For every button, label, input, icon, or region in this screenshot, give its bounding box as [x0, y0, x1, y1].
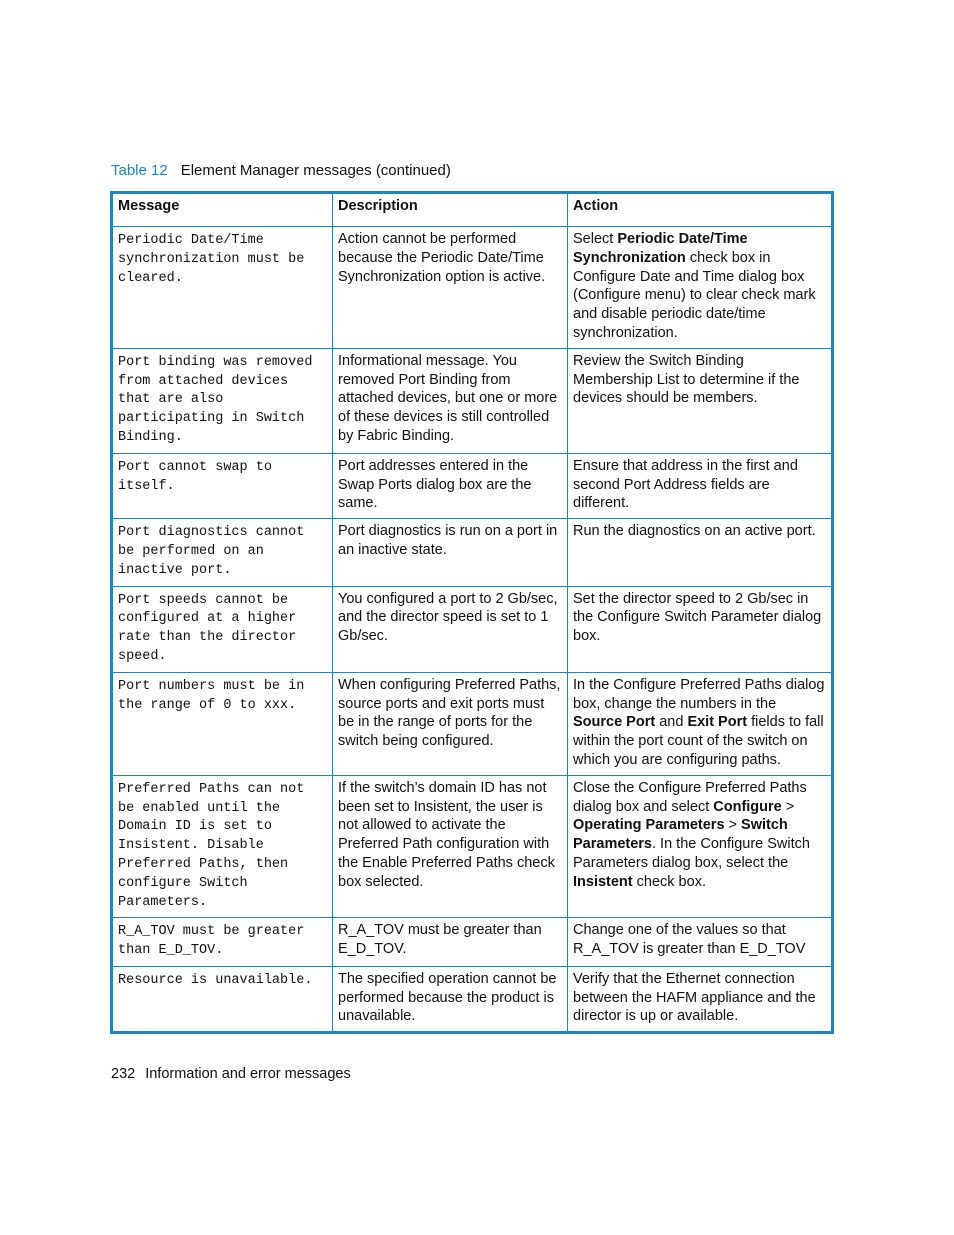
action-bold-text: Operating Parameters	[573, 817, 725, 834]
description-cell: Port addresses entered in the Swap Ports dialog box are the same.	[333, 453, 568, 518]
page-number: 232	[111, 1066, 136, 1082]
action-text: Select	[573, 231, 618, 247]
message-cell: Periodic Date/Time synchronization must be cleared.	[112, 227, 333, 349]
action-text: check box.	[632, 873, 706, 890]
action-text: Review the Switch Binding Membership List to determine if the devices should be members.	[573, 352, 800, 407]
table-row	[112, 348, 833, 453]
action-cell	[568, 918, 833, 967]
action-text: Change one of the values so that R_A_TOV is greater than E_D_TOV	[573, 922, 806, 958]
table-row	[112, 453, 833, 518]
table-title: Element Manager messages (continued)	[180, 162, 451, 179]
header-action: Action	[568, 193, 833, 227]
message-cell: R_A_TOV must be greater than E_D_TOV.	[112, 918, 333, 967]
action-text: >	[724, 817, 742, 834]
message-cell: Port numbers must be in the range of 0 to xxx.	[112, 672, 333, 775]
action-text: Set the director speed to 2 Gb/sec in the Configure Switch Parameter dialog box.	[573, 590, 822, 645]
action-cell	[568, 227, 833, 349]
description-cell: The specified operation cannot be performed because the product is unavailable.	[333, 966, 568, 1032]
action-bold-text: Source Port	[573, 714, 656, 731]
page-footer	[111, 1066, 351, 1082]
description-cell: Port diagnostics is run on a port in an inactive state.	[333, 519, 568, 586]
table-row	[112, 519, 833, 586]
table-row	[112, 672, 833, 775]
action-bold-text: Insistent	[573, 873, 633, 890]
action-bold-text: Exit Port	[687, 714, 748, 731]
description-cell: Action cannot be performed because the Periodic Date/Time Synchronization option is active.	[333, 227, 568, 349]
action-cell	[568, 586, 833, 672]
action-text: and	[655, 714, 688, 731]
action-cell	[568, 453, 833, 518]
message-cell: Port speeds cannot be configured at a higher rate than the director speed.	[112, 586, 333, 672]
action-cell	[568, 672, 833, 775]
description-cell: You configured a port to 2 Gb/sec, and the director speed is set to 1 Gb/sec.	[333, 586, 568, 672]
table-row	[112, 966, 833, 1032]
action-text: Close the Configure Preferred Paths dialog box and select	[573, 779, 807, 815]
action-cell	[568, 775, 833, 918]
action-cell	[568, 519, 833, 586]
action-text: Ensure that address in the first and second Port Address fields are different.	[573, 457, 798, 512]
action-text: fields to fall within the port count of the switch on which you are configuring paths.	[573, 714, 824, 768]
messages-table-container	[110, 191, 831, 1034]
header-message: Message	[112, 193, 333, 227]
footer-section: Information and error messages	[145, 1066, 351, 1082]
description-cell: If the switch’s domain ID has not been set to Insistent, the user is not allowed to activate the Preferred Path configuration with the Enable Preferred Paths check box selected.	[333, 775, 568, 918]
action-text: Verify that the Ethernet connection between the HAFM appliance and the director is up or available.	[573, 970, 816, 1025]
description-cell: Informational message. You removed Port Binding from attached devices, but one or more of these devices is still controlled by Fabric Binding.	[333, 348, 568, 453]
action-cell	[568, 348, 833, 453]
table-row	[112, 227, 833, 349]
action-bold-text: Switch Parameters	[573, 817, 788, 853]
table-row	[112, 586, 833, 672]
message-cell: Port diagnostics cannot be performed on an inactive port.	[112, 519, 333, 586]
messages-table	[110, 191, 834, 1034]
description-cell: When configuring Preferred Paths, source ports and exit ports must be in the range of ports for the switch being configured.	[333, 672, 568, 775]
action-bold-text: Configure	[713, 798, 782, 815]
table-caption	[111, 162, 451, 179]
message-cell: Resource is unavailable.	[112, 966, 333, 1032]
table-row	[112, 918, 833, 967]
action-cell	[568, 966, 833, 1032]
message-cell: Port binding was removed from attached devices that are also participating in Switch Binding.	[112, 348, 333, 453]
action-text: >	[781, 798, 795, 815]
action-text: Run the diagnostics on an active port.	[573, 523, 816, 540]
action-text: In the Configure Preferred Paths dialog box, change the numbers in the	[573, 676, 825, 712]
action-bold-text: Periodic Date/Time Synchronization	[573, 231, 748, 266]
table-header-row	[112, 193, 833, 227]
message-cell: Port cannot swap to itself.	[112, 453, 333, 518]
message-cell: Preferred Paths can not be enabled until the Domain ID is set to Insistent. Disable Preferred Paths, then configure Switch Parameters.	[112, 775, 333, 918]
action-text: check box in Configure Date and Time dialog box (Configure menu) to clear check mark and disable periodic date/time synchronization.	[573, 249, 816, 341]
table-row	[112, 775, 833, 918]
table-number: Table 12	[111, 162, 168, 179]
action-text: . In the Configure Switch Parameters dialog box, select the	[573, 836, 810, 871]
header-description: Description	[333, 193, 568, 227]
description-cell: R_A_TOV must be greater than E_D_TOV.	[333, 918, 568, 967]
